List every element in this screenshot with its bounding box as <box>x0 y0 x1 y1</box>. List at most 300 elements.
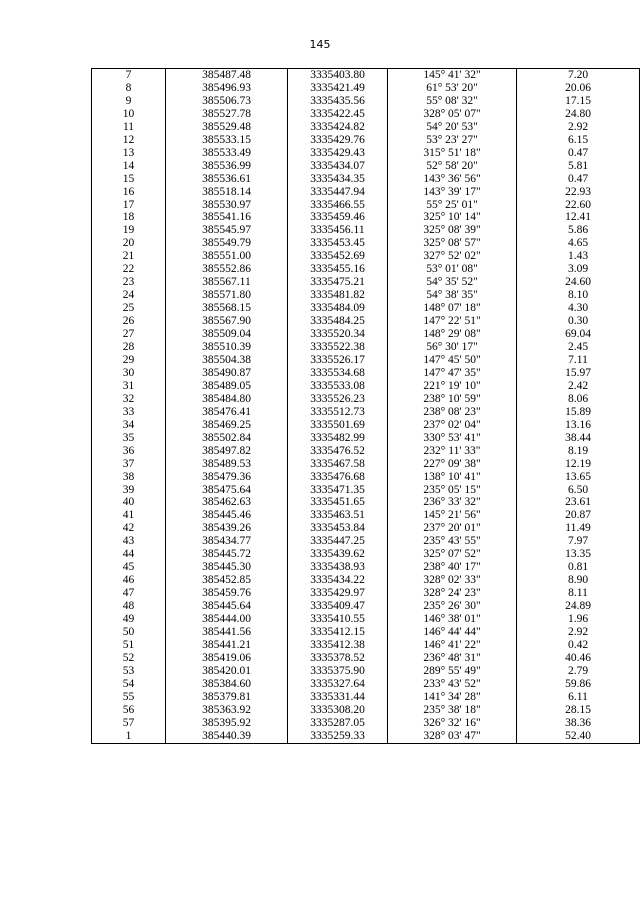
distance-cell: 24.80 <box>517 108 640 121</box>
bearing-cell: 54° 35' 52" <box>388 276 517 289</box>
bearing-cell: 143° 36' 56" <box>388 173 517 186</box>
table-row <box>92 691 640 704</box>
distance-cell: 15.97 <box>517 367 640 380</box>
x-coordinate-cell: 385545.97 <box>166 224 288 237</box>
point-number-cell: 52 <box>92 652 166 665</box>
bearing-cell: 327° 52' 02" <box>388 250 517 263</box>
distance-cell: 20.06 <box>517 82 640 95</box>
table-row <box>92 147 640 160</box>
point-number-cell: 9 <box>92 95 166 108</box>
point-number-cell: 12 <box>92 134 166 147</box>
y-coordinate-cell: 3335466.55 <box>288 199 388 212</box>
x-coordinate-cell: 385497.82 <box>166 445 288 458</box>
point-number-cell: 1 <box>92 730 166 743</box>
x-coordinate-cell: 385527.78 <box>166 108 288 121</box>
x-coordinate-cell: 385444.00 <box>166 613 288 626</box>
distance-cell: 2.79 <box>517 665 640 678</box>
bearing-cell: 61° 53' 20" <box>388 82 517 95</box>
y-coordinate-cell: 3335534.68 <box>288 367 388 380</box>
point-number-cell: 35 <box>92 432 166 445</box>
point-number-cell: 13 <box>92 147 166 160</box>
y-coordinate-cell: 3335459.46 <box>288 211 388 224</box>
table-row <box>92 367 640 380</box>
bearing-cell: 235° 05' 15" <box>388 484 517 497</box>
distance-cell: 69.04 <box>517 328 640 341</box>
bearing-cell: 328° 24' 23" <box>388 587 517 600</box>
y-coordinate-cell: 3335453.45 <box>288 237 388 250</box>
x-coordinate-cell: 385479.36 <box>166 471 288 484</box>
y-coordinate-cell: 3335526.23 <box>288 393 388 406</box>
point-number-cell: 57 <box>92 717 166 730</box>
distance-cell: 13.16 <box>517 419 640 432</box>
y-coordinate-cell: 3335429.76 <box>288 134 388 147</box>
table-row <box>92 250 640 263</box>
x-coordinate-cell: 385549.79 <box>166 237 288 250</box>
distance-cell: 0.47 <box>517 173 640 186</box>
point-number-cell: 45 <box>92 561 166 574</box>
x-coordinate-cell: 385551.00 <box>166 250 288 263</box>
bearing-cell: 53° 01' 08" <box>388 263 517 276</box>
x-coordinate-cell: 385541.16 <box>166 211 288 224</box>
y-coordinate-cell: 3335412.38 <box>288 639 388 652</box>
point-number-cell: 8 <box>92 82 166 95</box>
table-row <box>92 121 640 134</box>
x-coordinate-cell: 385439.26 <box>166 522 288 535</box>
y-coordinate-cell: 3335429.43 <box>288 147 388 160</box>
point-number-cell: 25 <box>92 302 166 315</box>
distance-cell: 15.89 <box>517 406 640 419</box>
table-row <box>92 341 640 354</box>
point-number-cell: 49 <box>92 613 166 626</box>
table-row <box>92 509 640 522</box>
y-coordinate-cell: 3335526.17 <box>288 354 388 367</box>
distance-cell: 0.30 <box>517 315 640 328</box>
x-coordinate-cell: 385510.39 <box>166 341 288 354</box>
x-coordinate-cell: 385533.49 <box>166 147 288 160</box>
y-coordinate-cell: 3335520.34 <box>288 328 388 341</box>
distance-cell: 2.45 <box>517 341 640 354</box>
x-coordinate-cell: 385419.06 <box>166 652 288 665</box>
distance-cell: 8.06 <box>517 393 640 406</box>
distance-cell: 22.60 <box>517 199 640 212</box>
x-coordinate-cell: 385552.86 <box>166 263 288 276</box>
point-number-cell: 34 <box>92 419 166 432</box>
point-number-cell: 22 <box>92 263 166 276</box>
bearing-cell: 328° 03' 47" <box>388 730 517 743</box>
x-coordinate-cell: 385536.61 <box>166 173 288 186</box>
distance-cell: 7.20 <box>517 69 640 82</box>
distance-cell: 8.19 <box>517 445 640 458</box>
coordinates-table-body <box>92 69 640 744</box>
distance-cell: 8.10 <box>517 289 640 302</box>
distance-cell: 12.19 <box>517 458 640 471</box>
x-coordinate-cell: 385484.80 <box>166 393 288 406</box>
y-coordinate-cell: 3335308.20 <box>288 704 388 717</box>
distance-cell: 0.47 <box>517 147 640 160</box>
bearing-cell: 235° 26' 30" <box>388 600 517 613</box>
point-number-cell: 20 <box>92 237 166 250</box>
bearing-cell: 146° 44' 44" <box>388 626 517 639</box>
bearing-cell: 145° 41' 32" <box>388 69 517 82</box>
bearing-cell: 233° 43' 52" <box>388 678 517 691</box>
table-row <box>92 730 640 743</box>
table-row <box>92 186 640 199</box>
y-coordinate-cell: 3335439.62 <box>288 548 388 561</box>
bearing-cell: 147° 22' 51" <box>388 315 517 328</box>
point-number-cell: 48 <box>92 600 166 613</box>
y-coordinate-cell: 3335471.35 <box>288 484 388 497</box>
y-coordinate-cell: 3335378.52 <box>288 652 388 665</box>
distance-cell: 7.97 <box>517 535 640 548</box>
table-row <box>92 134 640 147</box>
distance-cell: 40.46 <box>517 652 640 665</box>
point-number-cell: 55 <box>92 691 166 704</box>
bearing-cell: 235° 43' 55" <box>388 535 517 548</box>
y-coordinate-cell: 3335484.25 <box>288 315 388 328</box>
distance-cell: 52.40 <box>517 730 640 743</box>
distance-cell: 4.30 <box>517 302 640 315</box>
point-number-cell: 41 <box>92 509 166 522</box>
bearing-cell: 236° 33' 32" <box>388 496 517 509</box>
table-row <box>92 315 640 328</box>
table-row <box>92 432 640 445</box>
bearing-cell: 238° 08' 23" <box>388 406 517 419</box>
bearing-cell: 141° 34' 28" <box>388 691 517 704</box>
coordinates-table <box>91 68 640 744</box>
y-coordinate-cell: 3335375.90 <box>288 665 388 678</box>
point-number-cell: 51 <box>92 639 166 652</box>
x-coordinate-cell: 385452.85 <box>166 574 288 587</box>
distance-cell: 6.11 <box>517 691 640 704</box>
x-coordinate-cell: 385445.64 <box>166 600 288 613</box>
x-coordinate-cell: 385490.87 <box>166 367 288 380</box>
y-coordinate-cell: 3335412.15 <box>288 626 388 639</box>
point-number-cell: 30 <box>92 367 166 380</box>
table-row <box>92 108 640 121</box>
y-coordinate-cell: 3335424.82 <box>288 121 388 134</box>
table-row <box>92 224 640 237</box>
distance-cell: 1.96 <box>517 613 640 626</box>
distance-cell: 28.15 <box>517 704 640 717</box>
table-row <box>92 535 640 548</box>
x-coordinate-cell: 385489.05 <box>166 380 288 393</box>
point-number-cell: 10 <box>92 108 166 121</box>
distance-cell: 7.11 <box>517 354 640 367</box>
distance-cell: 22.93 <box>517 186 640 199</box>
x-coordinate-cell: 385420.01 <box>166 665 288 678</box>
y-coordinate-cell: 3335403.80 <box>288 69 388 82</box>
distance-cell: 2.92 <box>517 626 640 639</box>
bearing-cell: 147° 47' 35" <box>388 367 517 380</box>
distance-cell: 24.89 <box>517 600 640 613</box>
x-coordinate-cell: 385567.11 <box>166 276 288 289</box>
distance-cell: 12.41 <box>517 211 640 224</box>
table-row <box>92 613 640 626</box>
point-number-cell: 7 <box>92 69 166 82</box>
table-row <box>92 587 640 600</box>
y-coordinate-cell: 3335435.56 <box>288 95 388 108</box>
point-number-cell: 53 <box>92 665 166 678</box>
point-number-cell: 33 <box>92 406 166 419</box>
x-coordinate-cell: 385462.63 <box>166 496 288 509</box>
point-number-cell: 46 <box>92 574 166 587</box>
bearing-cell: 315° 51' 18" <box>388 147 517 160</box>
distance-cell: 20.87 <box>517 509 640 522</box>
y-coordinate-cell: 3335501.69 <box>288 419 388 432</box>
y-coordinate-cell: 3335533.08 <box>288 380 388 393</box>
bearing-cell: 146° 38' 01" <box>388 613 517 626</box>
point-number-cell: 24 <box>92 289 166 302</box>
table-row <box>92 445 640 458</box>
x-coordinate-cell: 385568.15 <box>166 302 288 315</box>
point-number-cell: 54 <box>92 678 166 691</box>
y-coordinate-cell: 3335482.99 <box>288 432 388 445</box>
bearing-cell: 237° 20' 01" <box>388 522 517 535</box>
point-number-cell: 29 <box>92 354 166 367</box>
y-coordinate-cell: 3335434.07 <box>288 160 388 173</box>
point-number-cell: 38 <box>92 471 166 484</box>
point-number-cell: 39 <box>92 484 166 497</box>
distance-cell: 38.36 <box>517 717 640 730</box>
bearing-cell: 53° 23' 27" <box>388 134 517 147</box>
bearing-cell: 232° 11' 33" <box>388 445 517 458</box>
point-number-cell: 21 <box>92 250 166 263</box>
distance-cell: 0.42 <box>517 639 640 652</box>
distance-cell: 17.15 <box>517 95 640 108</box>
x-coordinate-cell: 385440.39 <box>166 730 288 743</box>
point-number-cell: 31 <box>92 380 166 393</box>
x-coordinate-cell: 385445.46 <box>166 509 288 522</box>
y-coordinate-cell: 3335447.94 <box>288 186 388 199</box>
x-coordinate-cell: 385445.30 <box>166 561 288 574</box>
distance-cell: 2.42 <box>517 380 640 393</box>
x-coordinate-cell: 385395.92 <box>166 717 288 730</box>
distance-cell: 6.15 <box>517 134 640 147</box>
table-row <box>92 328 640 341</box>
x-coordinate-cell: 385571.80 <box>166 289 288 302</box>
table-row <box>92 82 640 95</box>
y-coordinate-cell: 3335434.22 <box>288 574 388 587</box>
point-number-cell: 43 <box>92 535 166 548</box>
point-number-cell: 47 <box>92 587 166 600</box>
table-row <box>92 717 640 730</box>
table-row <box>92 665 640 678</box>
x-coordinate-cell: 385518.14 <box>166 186 288 199</box>
point-number-cell: 11 <box>92 121 166 134</box>
point-number-cell: 15 <box>92 173 166 186</box>
bearing-cell: 227° 09' 38" <box>388 458 517 471</box>
bearing-cell: 55° 25' 01" <box>388 199 517 212</box>
distance-cell: 0.81 <box>517 561 640 574</box>
distance-cell: 4.65 <box>517 237 640 250</box>
bearing-cell: 326° 32' 16" <box>388 717 517 730</box>
x-coordinate-cell: 385459.76 <box>166 587 288 600</box>
distance-cell: 1.43 <box>517 250 640 263</box>
point-number-cell: 44 <box>92 548 166 561</box>
point-number-cell: 36 <box>92 445 166 458</box>
distance-cell: 8.90 <box>517 574 640 587</box>
x-coordinate-cell: 385363.92 <box>166 704 288 717</box>
x-coordinate-cell: 385502.84 <box>166 432 288 445</box>
distance-cell: 3.09 <box>517 263 640 276</box>
y-coordinate-cell: 3335522.38 <box>288 341 388 354</box>
table-row <box>92 471 640 484</box>
y-coordinate-cell: 3335447.25 <box>288 535 388 548</box>
table-row <box>92 406 640 419</box>
point-number-cell: 19 <box>92 224 166 237</box>
x-coordinate-cell: 385469.25 <box>166 419 288 432</box>
distance-cell: 5.81 <box>517 160 640 173</box>
table-row <box>92 561 640 574</box>
point-number-cell: 26 <box>92 315 166 328</box>
point-number-cell: 50 <box>92 626 166 639</box>
distance-cell: 13.35 <box>517 548 640 561</box>
bearing-cell: 143° 39' 17" <box>388 186 517 199</box>
bearing-cell: 238° 10' 59" <box>388 393 517 406</box>
bearing-cell: 237° 02' 04" <box>388 419 517 432</box>
point-number-cell: 40 <box>92 496 166 509</box>
y-coordinate-cell: 3335475.21 <box>288 276 388 289</box>
point-number-cell: 17 <box>92 199 166 212</box>
x-coordinate-cell: 385445.72 <box>166 548 288 561</box>
y-coordinate-cell: 3335467.58 <box>288 458 388 471</box>
table-row <box>92 522 640 535</box>
bearing-cell: 330° 53' 41" <box>388 432 517 445</box>
table-row <box>92 160 640 173</box>
y-coordinate-cell: 3335429.97 <box>288 587 388 600</box>
distance-cell: 23.61 <box>517 496 640 509</box>
page-number: 145 <box>309 38 331 51</box>
distance-cell: 2.92 <box>517 121 640 134</box>
point-number-cell: 37 <box>92 458 166 471</box>
y-coordinate-cell: 3335512.73 <box>288 406 388 419</box>
x-coordinate-cell: 385489.53 <box>166 458 288 471</box>
y-coordinate-cell: 3335422.45 <box>288 108 388 121</box>
x-coordinate-cell: 385496.93 <box>166 82 288 95</box>
point-number-cell: 27 <box>92 328 166 341</box>
table-row <box>92 652 640 665</box>
x-coordinate-cell: 385441.56 <box>166 626 288 639</box>
point-number-cell: 32 <box>92 393 166 406</box>
bearing-cell: 56° 30' 17" <box>388 341 517 354</box>
y-coordinate-cell: 3335484.09 <box>288 302 388 315</box>
bearing-cell: 328° 05' 07" <box>388 108 517 121</box>
y-coordinate-cell: 3335327.64 <box>288 678 388 691</box>
table-row <box>92 199 640 212</box>
table-row <box>92 704 640 717</box>
x-coordinate-cell: 385567.90 <box>166 315 288 328</box>
bearing-cell: 236° 48' 31" <box>388 652 517 665</box>
y-coordinate-cell: 3335409.47 <box>288 600 388 613</box>
x-coordinate-cell: 385379.81 <box>166 691 288 704</box>
bearing-cell: 148° 07' 18" <box>388 302 517 315</box>
bearing-cell: 238° 40' 17" <box>388 561 517 574</box>
bearing-cell: 54° 20' 53" <box>388 121 517 134</box>
point-number-cell: 18 <box>92 211 166 224</box>
table-row <box>92 289 640 302</box>
y-coordinate-cell: 3335481.82 <box>288 289 388 302</box>
y-coordinate-cell: 3335421.49 <box>288 82 388 95</box>
distance-cell: 8.11 <box>517 587 640 600</box>
table-row <box>92 600 640 613</box>
table-row <box>92 626 640 639</box>
bearing-cell: 325° 07' 52" <box>388 548 517 561</box>
y-coordinate-cell: 3335287.05 <box>288 717 388 730</box>
bearing-cell: 328° 02' 33" <box>388 574 517 587</box>
distance-cell: 38.44 <box>517 432 640 445</box>
y-coordinate-cell: 3335410.55 <box>288 613 388 626</box>
distance-cell: 11.49 <box>517 522 640 535</box>
y-coordinate-cell: 3335331.44 <box>288 691 388 704</box>
bearing-cell: 138° 10' 41" <box>388 471 517 484</box>
bearing-cell: 54° 38' 35" <box>388 289 517 302</box>
point-number-cell: 14 <box>92 160 166 173</box>
point-number-cell: 56 <box>92 704 166 717</box>
y-coordinate-cell: 3335463.51 <box>288 509 388 522</box>
x-coordinate-cell: 385476.41 <box>166 406 288 419</box>
distance-cell: 5.86 <box>517 224 640 237</box>
bearing-cell: 325° 08' 57" <box>388 237 517 250</box>
table-row <box>92 496 640 509</box>
table-row <box>92 211 640 224</box>
x-coordinate-cell: 385509.04 <box>166 328 288 341</box>
table-row <box>92 263 640 276</box>
point-number-cell: 23 <box>92 276 166 289</box>
table-row <box>92 574 640 587</box>
y-coordinate-cell: 3335438.93 <box>288 561 388 574</box>
table-row <box>92 95 640 108</box>
bearing-cell: 52° 58' 20" <box>388 160 517 173</box>
bearing-cell: 55° 08' 32" <box>388 95 517 108</box>
table-row <box>92 484 640 497</box>
x-coordinate-cell: 385504.38 <box>166 354 288 367</box>
x-coordinate-cell: 385384.60 <box>166 678 288 691</box>
y-coordinate-cell: 3335456.11 <box>288 224 388 237</box>
bearing-cell: 289° 55' 49" <box>388 665 517 678</box>
table-row <box>92 302 640 315</box>
bearing-cell: 325° 08' 39" <box>388 224 517 237</box>
bearing-cell: 148° 29' 08" <box>388 328 517 341</box>
table-row <box>92 393 640 406</box>
y-coordinate-cell: 3335455.16 <box>288 263 388 276</box>
bearing-cell: 325° 10' 14" <box>388 211 517 224</box>
x-coordinate-cell: 385536.99 <box>166 160 288 173</box>
x-coordinate-cell: 385506.73 <box>166 95 288 108</box>
x-coordinate-cell: 385434.77 <box>166 535 288 548</box>
bearing-cell: 145° 21' 56" <box>388 509 517 522</box>
table-row <box>92 69 640 82</box>
y-coordinate-cell: 3335451.65 <box>288 496 388 509</box>
point-number-cell: 42 <box>92 522 166 535</box>
table-row <box>92 419 640 432</box>
x-coordinate-cell: 385487.48 <box>166 69 288 82</box>
table-row <box>92 237 640 250</box>
bearing-cell: 235° 38' 18" <box>388 704 517 717</box>
x-coordinate-cell: 385441.21 <box>166 639 288 652</box>
table-row <box>92 639 640 652</box>
table-row <box>92 548 640 561</box>
distance-cell: 59.86 <box>517 678 640 691</box>
x-coordinate-cell: 385533.15 <box>166 134 288 147</box>
y-coordinate-cell: 3335453.84 <box>288 522 388 535</box>
table-row <box>92 354 640 367</box>
y-coordinate-cell: 3335476.68 <box>288 471 388 484</box>
x-coordinate-cell: 385529.48 <box>166 121 288 134</box>
table-row <box>92 276 640 289</box>
table-row <box>92 173 640 186</box>
distance-cell: 13.65 <box>517 471 640 484</box>
bearing-cell: 146° 41' 22" <box>388 639 517 652</box>
